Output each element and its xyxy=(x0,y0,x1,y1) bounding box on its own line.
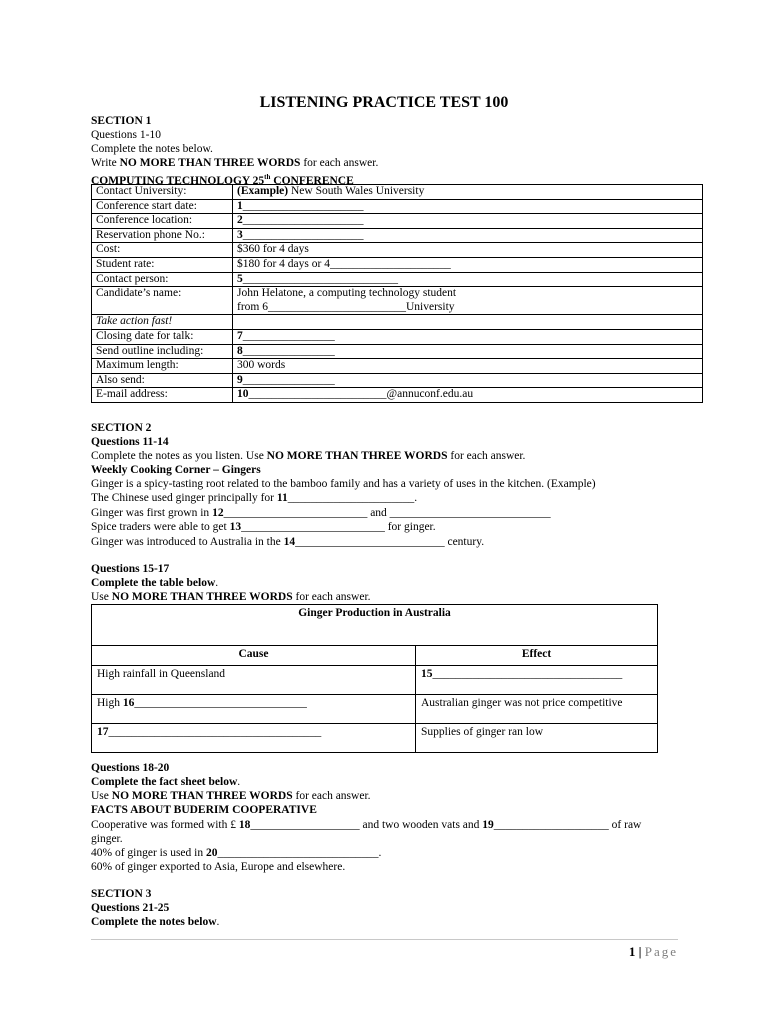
conference-row xyxy=(92,373,703,388)
conference-row-value: 5___________________________ xyxy=(233,272,703,287)
footer-divider xyxy=(91,939,678,940)
conference-row xyxy=(92,359,703,374)
section1-questions: Questions 1-10 xyxy=(91,129,161,141)
table-row xyxy=(92,724,658,753)
q18-heading: Questions 18-20 xyxy=(91,762,170,774)
conference-row xyxy=(92,228,703,243)
conference-row-label: Send outline including: xyxy=(92,344,233,359)
conference-row-value: 8________________ xyxy=(233,344,703,359)
page-title: LISTENING PRACTICE TEST 100 xyxy=(259,94,509,111)
conference-row-label: Conference start date: xyxy=(92,199,233,214)
conference-row-label: Maximum length: xyxy=(92,359,233,374)
q15-instruction-2: Use NO MORE THAN THREE WORDS for each answer. xyxy=(91,591,371,603)
conference-row-value: 10________________________@annuconf.edu.au xyxy=(233,388,703,403)
section3-questions: Questions 21-25 xyxy=(91,902,170,914)
conference-row xyxy=(92,257,703,272)
conference-row-label: Student rate: xyxy=(92,257,233,272)
conference-row xyxy=(92,315,703,330)
conference-row-value: John Helatone, a computing technology student xyxy=(233,287,703,301)
fact-line-20: 40% of ginger is used in 20____________________________. xyxy=(91,847,382,859)
conference-row-value: 3_____________________ xyxy=(233,228,703,243)
table-header-cause: Cause xyxy=(92,646,416,666)
ginger-line-11: The Chinese used ginger principally for 11______________________. xyxy=(91,492,418,504)
q18-instruction-2: Use NO MORE THAN THREE WORDS for each answer. xyxy=(91,790,371,802)
conference-row-value: $180 for 4 days or 4_____________________ xyxy=(233,257,703,272)
table-cell-effect: Supplies of ginger ran low xyxy=(416,724,658,753)
section2-instruction: Complete the notes as you listen. Use NO MORE THAN THREE WORDS for each answer. xyxy=(91,450,526,462)
conference-row-value: $360 for 4 days xyxy=(233,243,703,258)
section1-heading: SECTION 1 xyxy=(91,115,152,127)
conference-row-value: 7________________ xyxy=(233,329,703,344)
conference-row-label xyxy=(92,301,233,315)
section2-questions: Questions 11-14 xyxy=(91,436,169,448)
q18-instruction: Complete the fact sheet below. xyxy=(91,776,241,788)
conference-row xyxy=(92,344,703,359)
conference-row-label: Also send: xyxy=(92,373,233,388)
table-cell-cause: 17_____________________________________ xyxy=(92,724,416,753)
section1-instruction-2: Write NO MORE THAN THREE WORDS for each answer. xyxy=(91,157,379,169)
conference-row-label: Contact University: xyxy=(92,185,233,200)
conference-row-value: 2_____________________ xyxy=(233,214,703,229)
table-cell-cause: High rainfall in Queensland xyxy=(92,666,416,695)
table-row xyxy=(92,695,658,724)
ginger-line-14: Ginger was introduced to Australia in the 14__________________________ century. xyxy=(91,536,485,548)
conference-row xyxy=(92,185,703,200)
conference-notes-table xyxy=(91,184,703,403)
page-word: Page xyxy=(644,944,678,959)
ginger-line-12: Ginger was first grown in 12_________________________ and ____________________________ xyxy=(91,507,551,519)
q15-heading: Questions 15-17 xyxy=(91,563,170,575)
conference-row-label: Closing date for talk: xyxy=(92,329,233,344)
table-title: Ginger Production in Australia xyxy=(92,605,658,646)
conference-row xyxy=(92,214,703,229)
fact-line-18-19: Cooperative was formed with £ 18___________________ and two wooden vats and 19____________________ of raw xyxy=(91,819,642,831)
conference-row xyxy=(92,388,703,403)
fact-line-continuation: ginger. xyxy=(91,833,123,845)
conference-row-value xyxy=(233,315,703,330)
conference-row xyxy=(92,287,703,301)
section2-heading: SECTION 2 xyxy=(91,422,152,434)
ginger-line-example: Ginger is a spicy-tasting root related to the bamboo family and has a variety of uses in the kitchen. (Example) xyxy=(91,478,596,490)
table-cell-effect: Australian ginger was not price competitive xyxy=(416,695,658,724)
conference-row-value: 300 words xyxy=(233,359,703,374)
table-row xyxy=(92,666,658,695)
section1-instruction: Complete the notes below. xyxy=(91,143,213,155)
conference-row-label: Take action fast! xyxy=(92,315,233,330)
conference-row-label: Contact person: xyxy=(92,272,233,287)
conference-row xyxy=(92,301,703,315)
page-footer: 1 | Page xyxy=(628,944,678,959)
conference-row xyxy=(92,199,703,214)
conference-row-label: E-mail address: xyxy=(92,388,233,403)
conference-row-label: Conference location: xyxy=(92,214,233,229)
conference-row-label: Reservation phone No.: xyxy=(92,228,233,243)
cooking-subtitle: Weekly Cooking Corner – Gingers xyxy=(91,464,261,476)
ginger-production-table xyxy=(91,604,658,753)
q15-instruction: Complete the table below. xyxy=(91,577,219,589)
conference-row xyxy=(92,272,703,287)
table-cell-effect: 15_________________________________ xyxy=(416,666,658,695)
page-number: 1 xyxy=(628,944,636,959)
section3-instruction: Complete the notes below. xyxy=(91,916,220,928)
conference-row-value: from 6________________________University xyxy=(233,301,703,315)
table-header-effect: Effect xyxy=(416,646,658,666)
conference-title: COMPUTING TECHNOLOGY 25th CONFERENCE xyxy=(91,173,354,187)
conference-row xyxy=(92,243,703,258)
conference-row xyxy=(92,329,703,344)
table-cell-cause: High 16______________________________ xyxy=(92,695,416,724)
conference-row-label: Candidate’s name: xyxy=(92,287,233,301)
ginger-line-13: Spice traders were able to get 13_________________________ for ginger. xyxy=(91,521,436,533)
conference-row-value: (Example) New South Wales University xyxy=(233,185,703,200)
fact-line-exports: 60% of ginger exported to Asia, Europe and elsewhere. xyxy=(91,861,346,873)
conference-row-value: 9________________ xyxy=(233,373,703,388)
facts-title: FACTS ABOUT BUDERIM COOPERATIVE xyxy=(91,804,317,816)
conference-row-value: 1_____________________ xyxy=(233,199,703,214)
section3-heading: SECTION 3 xyxy=(91,888,152,900)
conference-row-label: Cost: xyxy=(92,243,233,258)
